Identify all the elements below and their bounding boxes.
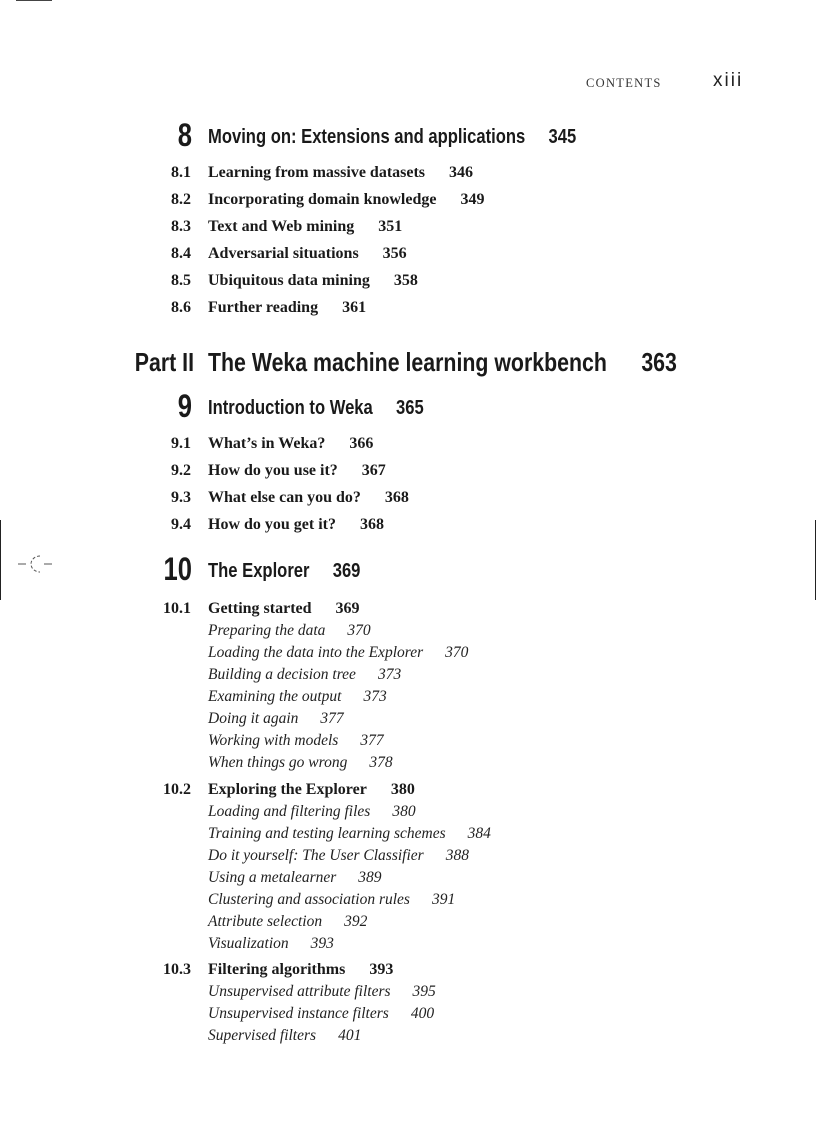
entry-number: 8 bbox=[177, 117, 192, 153]
entry-page: 377 bbox=[360, 732, 384, 749]
entry-title: Doing it again bbox=[208, 710, 299, 727]
entry-page: 365 bbox=[396, 397, 424, 419]
entry-page: 349 bbox=[460, 191, 485, 208]
entry-number: 9.3 bbox=[171, 489, 191, 506]
entry-number: Part II bbox=[134, 347, 194, 377]
entry-title: Exploring the Explorer bbox=[208, 781, 367, 798]
entry-title: Text and Web mining bbox=[208, 218, 355, 235]
entry-title-line bbox=[208, 560, 360, 583]
entry-title: Loading and filtering files bbox=[208, 803, 371, 820]
entry-title: How do you get it? bbox=[208, 516, 336, 533]
entry-title-line bbox=[208, 347, 677, 378]
entry-title-line bbox=[208, 688, 387, 706]
entry-title: Building a decision tree bbox=[208, 666, 356, 683]
entry-title: Further reading bbox=[208, 299, 319, 316]
entry-title-line bbox=[208, 462, 386, 480]
entry-number: 8.2 bbox=[171, 191, 191, 208]
entry-page: 373 bbox=[377, 666, 402, 683]
entry-title: Using a metalearner bbox=[208, 869, 337, 886]
entry-title-line bbox=[208, 935, 334, 953]
entry-title: The Weka machine learning workbench bbox=[208, 347, 607, 377]
entry-number: 8.1 bbox=[171, 164, 191, 181]
entry-title-line bbox=[208, 781, 415, 799]
entry-page: 369 bbox=[335, 600, 360, 617]
entry-title: Clustering and association rules bbox=[208, 891, 410, 908]
entry-page: 391 bbox=[431, 891, 456, 908]
entry-number: 9 bbox=[177, 388, 192, 424]
entry-title-line bbox=[208, 825, 491, 843]
entry-title: Getting started bbox=[208, 600, 312, 617]
entry-title: How do you use it? bbox=[208, 462, 338, 479]
entry-title: Ubiquitous data mining bbox=[208, 272, 370, 289]
entry-title-line bbox=[208, 272, 418, 290]
entry-title-line bbox=[208, 397, 424, 420]
registration-mark-icon bbox=[18, 552, 54, 576]
entry-title-line bbox=[208, 516, 384, 534]
entry-title-line bbox=[208, 754, 393, 772]
entry-title-line bbox=[208, 299, 366, 317]
entry-page: 393 bbox=[369, 961, 394, 978]
entry-page: 367 bbox=[361, 462, 386, 479]
entry-title: Unsupervised instance filters bbox=[208, 1005, 389, 1022]
entry-page: 361 bbox=[342, 299, 367, 316]
entry-page: 370 bbox=[347, 622, 371, 639]
entry-title: Filtering algorithms bbox=[208, 961, 346, 978]
entry-title: Learning from massive datasets bbox=[208, 164, 426, 181]
entry-page: 395 bbox=[412, 983, 436, 1000]
entry-title: When things go wrong bbox=[208, 754, 348, 771]
entry-number: 10.3 bbox=[163, 961, 191, 978]
entry-title: Preparing the data bbox=[208, 622, 326, 639]
running-head: CONTENTS bbox=[586, 76, 662, 90]
entry-page: 392 bbox=[344, 913, 368, 930]
entry-page: 380 bbox=[390, 781, 415, 798]
entry-title: Moving on: Extensions and applications bbox=[208, 126, 526, 148]
entry-title-line bbox=[208, 191, 484, 209]
entry-title-line bbox=[208, 644, 468, 662]
entry-page: 373 bbox=[363, 688, 387, 705]
entry-page: 358 bbox=[393, 272, 418, 289]
entry-number: 10.1 bbox=[163, 600, 191, 617]
entry-title-line bbox=[208, 600, 360, 618]
entry-title: What’s in Weka? bbox=[208, 435, 326, 452]
entry-title-line bbox=[208, 435, 373, 453]
entry-title-line bbox=[208, 869, 382, 887]
entry-page: 368 bbox=[360, 516, 384, 533]
entry-title-line bbox=[208, 961, 393, 979]
entry-page: 345 bbox=[548, 126, 577, 148]
entry-number: 10 bbox=[163, 551, 192, 587]
entry-number: 8.5 bbox=[171, 272, 191, 289]
entry-title: Loading the data into the Explorer bbox=[208, 644, 424, 661]
entry-title: Visualization bbox=[208, 935, 289, 952]
entry-page: 378 bbox=[369, 754, 393, 771]
crop-mark-left bbox=[0, 520, 1, 600]
entry-page: 393 bbox=[310, 935, 334, 952]
entry-number: 9.2 bbox=[171, 462, 191, 479]
entry-title: Incorporating domain knowledge bbox=[208, 191, 437, 208]
entry-title: Do it yourself: The User Classifier bbox=[208, 847, 424, 864]
crop-mark-top bbox=[16, 0, 52, 1]
entry-number: 8.3 bbox=[171, 218, 191, 235]
entry-page: 377 bbox=[320, 710, 344, 727]
entry-title-line bbox=[208, 1027, 361, 1045]
entry-title: The Explorer bbox=[208, 560, 310, 582]
entry-page: 346 bbox=[449, 164, 474, 181]
entry-title: Examining the output bbox=[208, 688, 342, 705]
entry-page: 401 bbox=[338, 1027, 362, 1044]
entry-title: What else can you do? bbox=[208, 489, 361, 506]
entry-title-line bbox=[208, 847, 469, 865]
entry-title: Introduction to Weka bbox=[208, 397, 373, 419]
entry-title-line bbox=[208, 732, 384, 750]
entry-number: 8.6 bbox=[171, 299, 191, 316]
entry-title: Training and testing learning schemes bbox=[208, 825, 446, 842]
entry-title-line bbox=[208, 164, 473, 182]
entry-title-line bbox=[208, 622, 371, 640]
entry-page: 389 bbox=[358, 869, 382, 886]
entry-title: Unsupervised attribute filters bbox=[208, 983, 391, 1000]
entry-title-line bbox=[208, 1005, 434, 1023]
entry-title-line bbox=[208, 983, 436, 1001]
entry-title: Adversarial situations bbox=[208, 245, 359, 262]
entry-number: 8.4 bbox=[171, 245, 191, 262]
entry-title-line bbox=[208, 245, 407, 263]
entry-title: Attribute selection bbox=[208, 913, 323, 930]
entry-title-line bbox=[208, 891, 455, 909]
entry-title-line bbox=[208, 489, 409, 507]
entry-page: 356 bbox=[382, 245, 407, 262]
entry-title-line bbox=[208, 913, 367, 931]
entry-page: 384 bbox=[467, 825, 491, 842]
entry-page: 400 bbox=[410, 1005, 435, 1022]
entry-page: 380 bbox=[392, 803, 416, 820]
entry-page: 363 bbox=[641, 347, 677, 377]
entry-title: Working with models bbox=[208, 732, 339, 749]
entry-page: 368 bbox=[384, 489, 409, 506]
entry-number: 9.4 bbox=[171, 516, 191, 533]
entry-number: 9.1 bbox=[171, 435, 191, 452]
entry-page: 369 bbox=[332, 560, 361, 582]
entry-title-line bbox=[208, 710, 344, 728]
entry-title-line bbox=[208, 666, 401, 684]
entry-page: 366 bbox=[349, 435, 374, 452]
entry-title-line bbox=[208, 126, 576, 149]
page-number: xiii bbox=[713, 70, 744, 91]
entry-page: 351 bbox=[378, 218, 403, 235]
entry-title: Supervised filters bbox=[208, 1027, 317, 1044]
entry-page: 388 bbox=[445, 847, 469, 864]
entry-page: 370 bbox=[445, 644, 469, 661]
entry-title-line bbox=[208, 803, 416, 821]
entry-number: 10.2 bbox=[163, 781, 191, 798]
entry-title-line bbox=[208, 218, 402, 236]
